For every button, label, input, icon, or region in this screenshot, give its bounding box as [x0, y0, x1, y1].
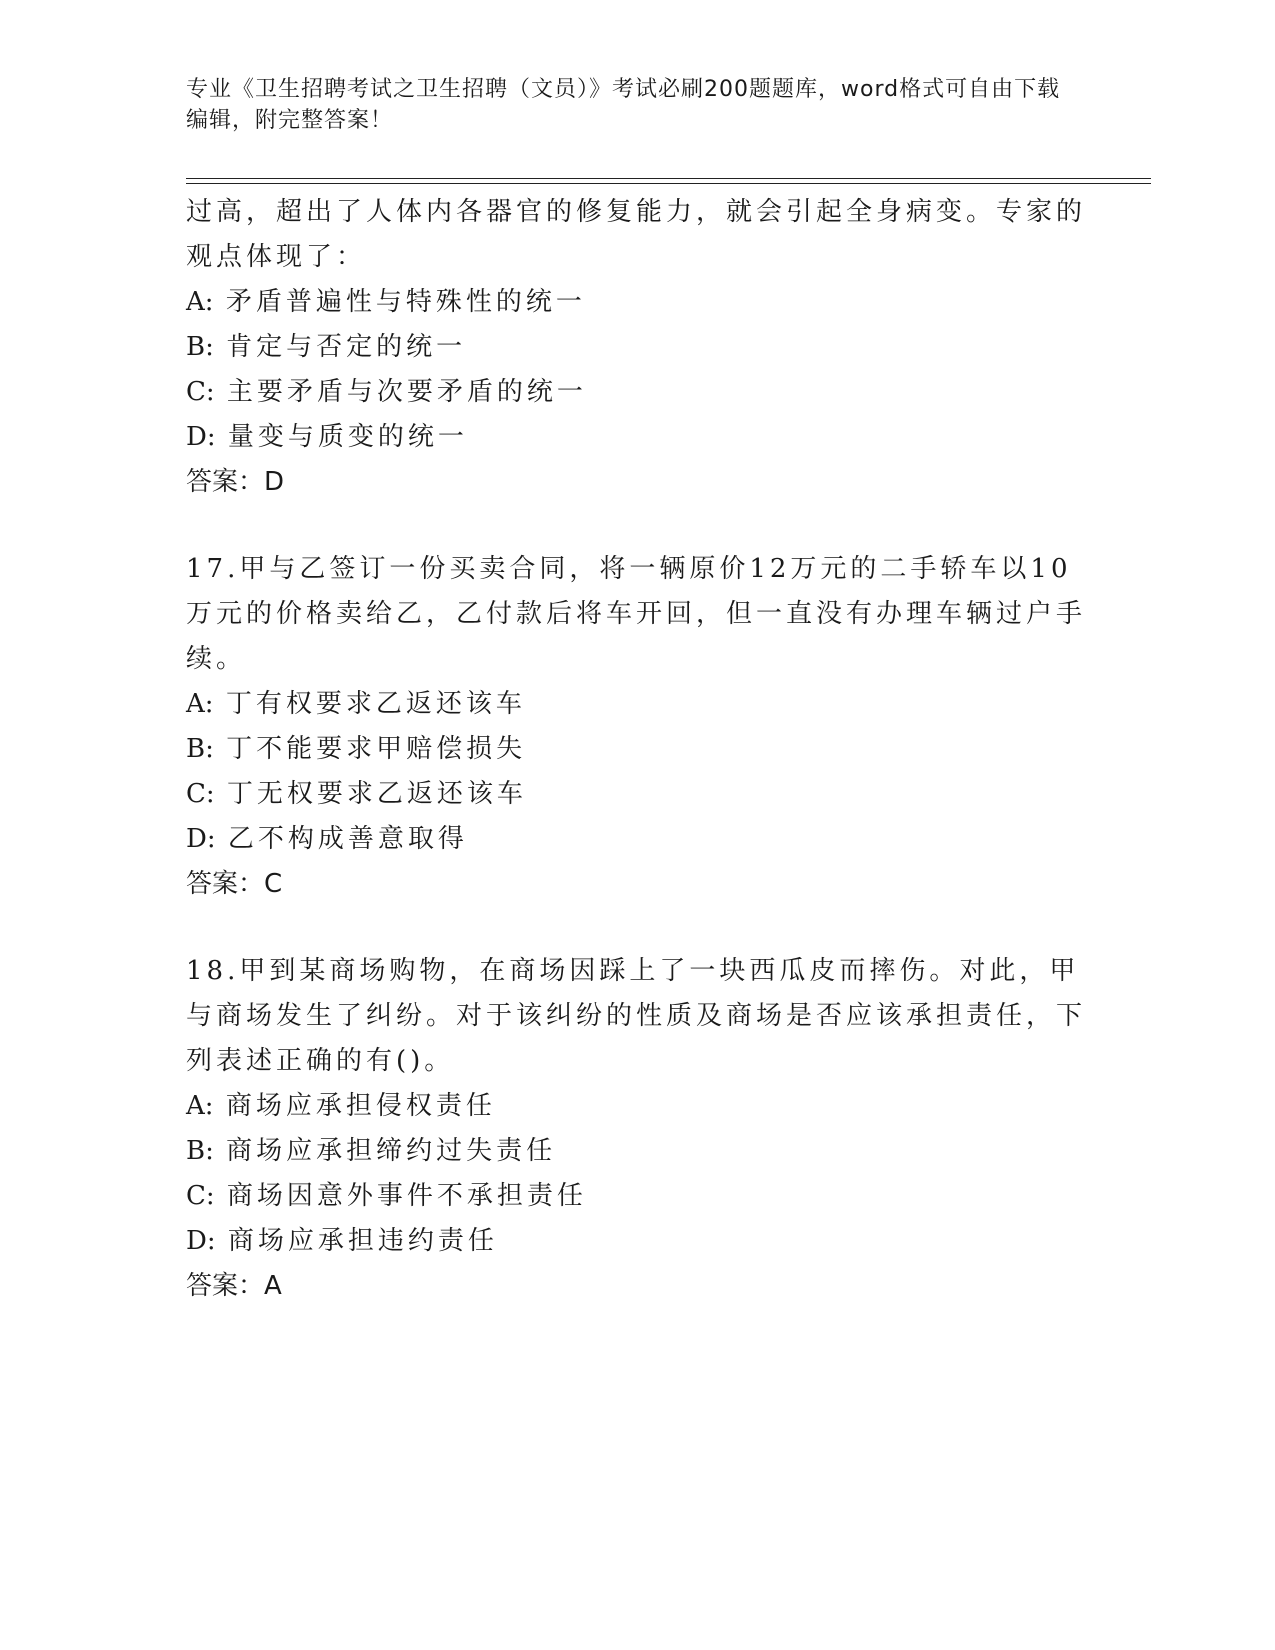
option-a — [186, 1084, 1086, 1129]
question-item — [186, 190, 1086, 505]
option-text: 丁不能要求甲赔偿损失 — [226, 734, 527, 764]
question-item — [186, 547, 1086, 907]
option-d — [186, 817, 1086, 862]
header-rule-top — [186, 178, 1151, 179]
question-text: 17.甲与乙签订一份买卖合同，将一辆原价12万元的二手轿车以10万元的价格卖给乙，乙付款后将车开回，但一直没有办理车辆过户手续。 — [186, 554, 1087, 674]
option-letter: C: — [186, 1181, 215, 1211]
option-text: 商场应承担侵权责任 — [225, 1091, 496, 1121]
option-text: 主要矛盾与次要矛盾的统一 — [226, 377, 587, 407]
question-list — [186, 190, 1086, 1309]
option-letter: B: — [186, 734, 214, 764]
option-letter: B: — [186, 1136, 214, 1166]
answer-line: 答案：D — [186, 467, 285, 497]
option-text: 商场应承担缔约过失责任 — [226, 1136, 557, 1166]
option-text: 矛盾普遍性与特殊性的统一 — [225, 287, 586, 317]
option-text: 量变与质变的统一 — [227, 422, 468, 452]
option-c — [186, 370, 1086, 415]
option-text: 乙不构成善意取得 — [227, 824, 468, 854]
option-b — [186, 727, 1086, 772]
option-c — [186, 772, 1086, 817]
option-a — [186, 280, 1086, 325]
option-letter: D: — [186, 422, 216, 452]
answer-line: 答案：A — [186, 1271, 282, 1301]
option-letter: A: — [186, 287, 214, 317]
option-letter: D: — [186, 824, 216, 854]
option-letter: D: — [186, 1226, 216, 1256]
document-header: 专业《卫生招聘考试之卫生招聘（文员）》考试必刷200题题库，word格式可自由下载编辑，附完整答案！ — [186, 77, 1061, 133]
option-text: 商场应承担违约责任 — [227, 1226, 498, 1256]
question-text: 过高，超出了人体内各器官的修复能力，就会引起全身病变。专家的观点体现了： — [186, 197, 1087, 272]
option-text: 肯定与否定的统一 — [226, 332, 467, 362]
option-letter: A: — [186, 1091, 214, 1121]
option-text: 商场因意外事件不承担责任 — [226, 1181, 587, 1211]
option-text: 丁有权要求乙返还该车 — [225, 689, 526, 719]
option-letter: A: — [186, 689, 214, 719]
header-rule-bottom — [186, 183, 1151, 184]
option-b — [186, 325, 1086, 370]
option-d — [186, 415, 1086, 460]
question-text: 18.甲到某商场购物，在商场因踩上了一块西瓜皮而摔伤。对此，甲与商场发生了纠纷。对于该纠纷的性质及商场是否应该承担责任，下列表述正确的有()。 — [186, 956, 1087, 1076]
question-item — [186, 949, 1086, 1309]
option-c — [186, 1174, 1086, 1219]
option-letter: C: — [186, 377, 215, 407]
option-b — [186, 1129, 1086, 1174]
option-d — [186, 1219, 1086, 1264]
option-letter: C: — [186, 779, 215, 809]
option-letter: B: — [186, 332, 214, 362]
option-a — [186, 682, 1086, 727]
answer-line: 答案：C — [186, 869, 283, 899]
option-text: 丁无权要求乙返还该车 — [226, 779, 527, 809]
